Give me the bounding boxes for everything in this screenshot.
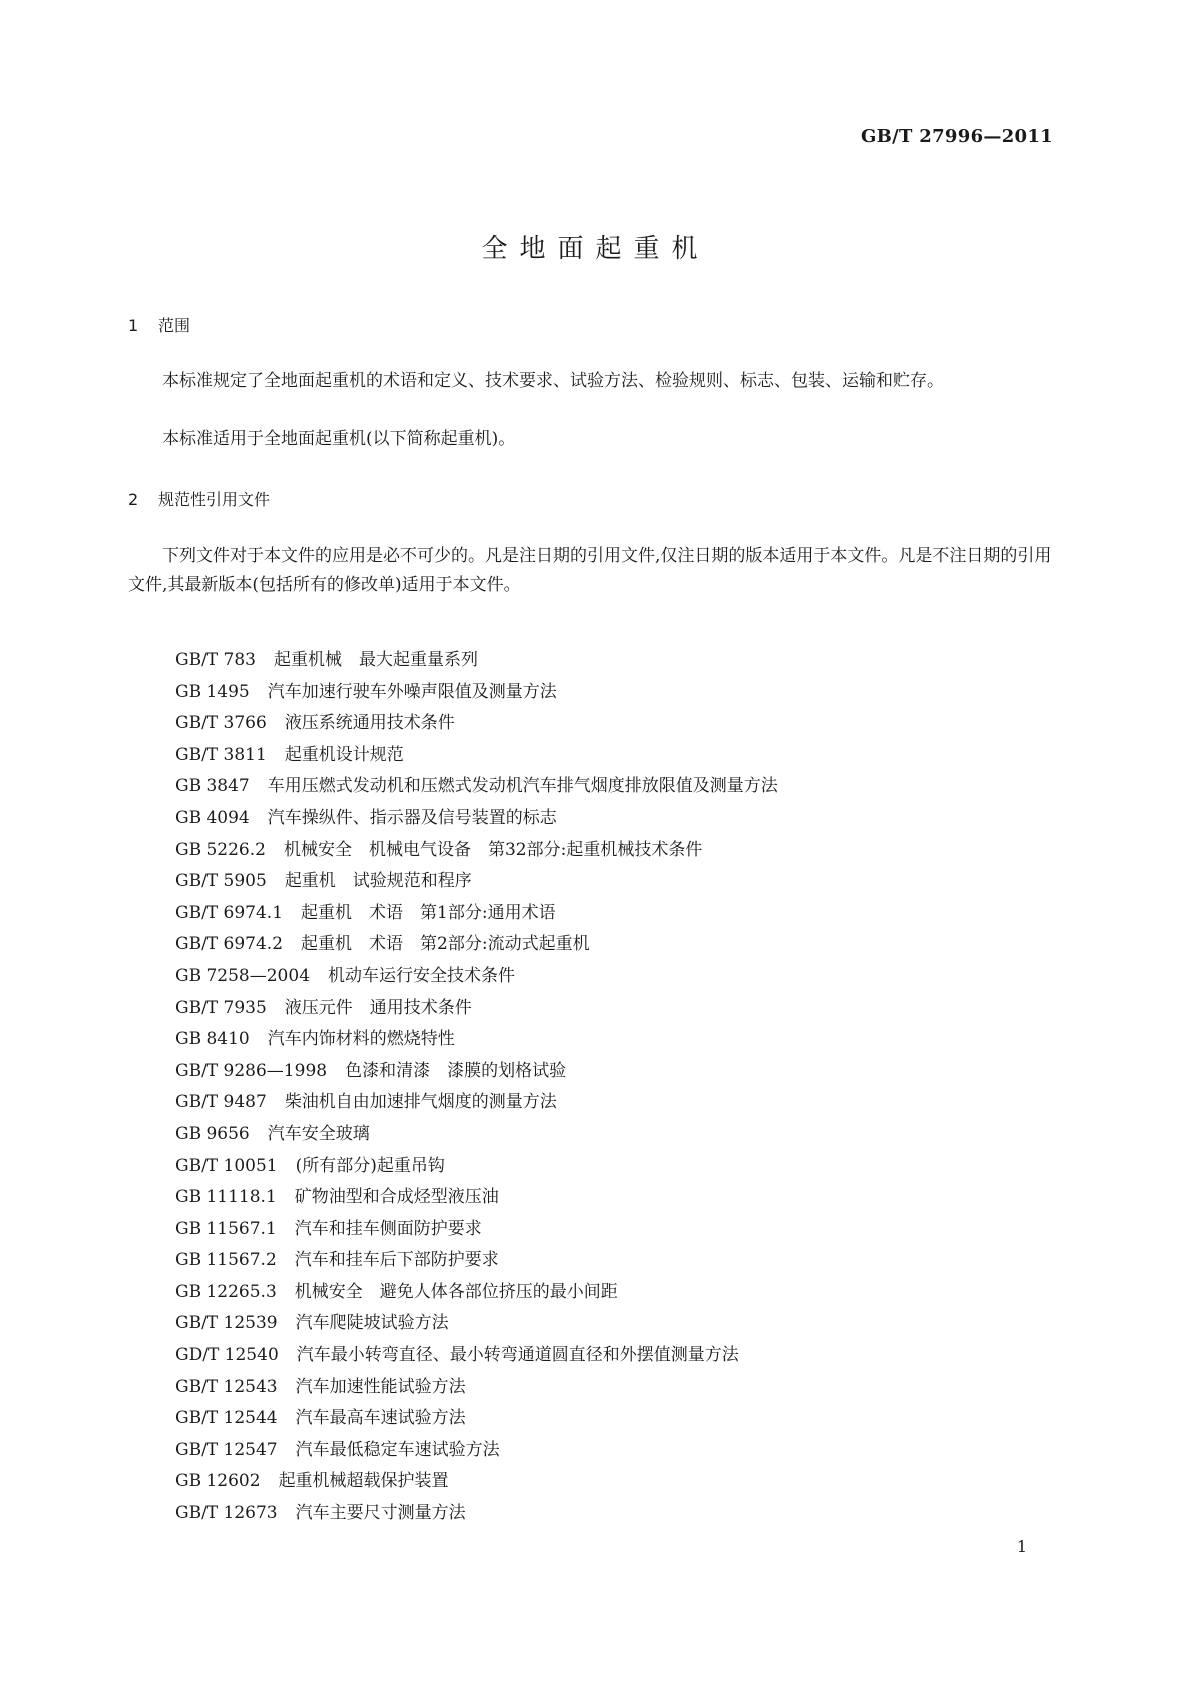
reference-title: 液压系统通用技术条件	[284, 713, 455, 734]
reference-title: 汽车和挂车后下部防护要求	[294, 1250, 499, 1271]
reference-title: 车用压燃式发动机和压燃式发动机汽车排气烟度排放限值及测量方法	[267, 776, 778, 797]
section-1-paragraph-2: 本标准适用于全地面起重机(以下简称起重机)。	[162, 429, 516, 449]
reference-title: 起重机 试验规范和程序	[284, 871, 472, 892]
reference-title: 起重机 术语 第2部分:流动式起重机	[301, 934, 590, 955]
reference-item	[175, 677, 778, 709]
reference-item	[175, 645, 778, 677]
reference-title: 起重机 术语 第1部分:通用术语	[301, 902, 556, 923]
reference-title: 矿物油型和合成烃型液压油	[294, 1187, 499, 1208]
section-2-title: 规范性引用文件	[158, 490, 271, 509]
reference-title: 起重机械超载保护装置	[278, 1471, 449, 1492]
reference-title: 柴油机自由加速排气烟度的测量方法	[284, 1092, 557, 1113]
reference-title: 汽车和挂车侧面防护要求	[294, 1218, 482, 1239]
reference-title: 机动车运行安全技术条件	[328, 965, 516, 986]
reference-item	[175, 1151, 778, 1183]
reference-code: GB 1495	[175, 681, 250, 702]
reference-code: GB/T 9487	[175, 1092, 267, 1113]
reference-title: 汽车安全玻璃	[267, 1123, 370, 1144]
reference-code: GB/T 10051	[175, 1155, 278, 1176]
reference-code: GB 8410	[175, 1029, 250, 1050]
reference-item	[175, 866, 778, 898]
reference-title: 汽车爬陡坡试验方法	[295, 1313, 449, 1334]
reference-item	[175, 740, 778, 772]
reference-item	[175, 708, 778, 740]
reference-title: 液压元件 通用技术条件	[284, 997, 472, 1018]
reference-code: GD/T 12540	[175, 1345, 279, 1366]
section-1-title: 范围	[158, 316, 191, 335]
reference-title: 汽车最低稳定车速试验方法	[295, 1439, 500, 1460]
reference-title: 汽车内饰材料的燃烧特性	[267, 1029, 455, 1050]
reference-code: GB 4094	[175, 807, 250, 828]
section-1-number: 1	[128, 316, 139, 335]
reference-code: GB/T 5905	[175, 871, 267, 892]
reference-title: 汽车加速行驶车外噪声限值及测量方法	[267, 681, 557, 702]
reference-code: GB 12602	[175, 1471, 261, 1492]
reference-item	[175, 1372, 778, 1404]
reference-code: GB 11567.2	[175, 1250, 277, 1271]
reference-item	[175, 1245, 778, 1277]
reference-title: 色漆和清漆 漆膜的划格试验	[345, 1060, 567, 1081]
reference-title: 汽车最小转弯直径、最小转弯通道圆直径和外摆值测量方法	[296, 1345, 739, 1366]
reference-code: GB/T 783	[175, 650, 256, 670]
standard-number: GB/T 27996—2011	[860, 126, 1053, 147]
reference-item	[175, 1498, 778, 1530]
section-2-intro: 下列文件对于本文件的应用是必不可少的。凡是注日期的引用文件,仅注日期的版本适用于本文件。凡是不注日期的引用文件,其最新版本(包括所有的修改单)适用于本文件。	[128, 546, 1052, 595]
reference-code: GB/T 9286—1998	[175, 1060, 328, 1081]
reference-code: GB/T 7935	[175, 997, 267, 1018]
reference-list	[175, 645, 778, 1530]
reference-code: GB/T 6974.1	[175, 902, 284, 923]
reference-code: GB/T 12544	[175, 1408, 278, 1429]
reference-code: GB 7258—2004	[175, 965, 311, 986]
reference-item	[175, 929, 778, 961]
reference-item	[175, 1087, 778, 1119]
reference-item	[175, 1182, 778, 1214]
reference-title: 汽车主要尺寸测量方法	[295, 1503, 466, 1524]
reference-item	[175, 1214, 778, 1246]
reference-item	[175, 835, 778, 867]
reference-code: GB/T 3811	[175, 744, 267, 765]
reference-item	[175, 1024, 778, 1056]
reference-item	[175, 1403, 778, 1435]
section-1-heading	[128, 313, 190, 336]
reference-title: 汽车加速性能试验方法	[295, 1376, 466, 1397]
reference-code: GB 11118.1	[175, 1187, 277, 1208]
reference-code: GB/T 12547	[175, 1439, 278, 1460]
reference-code: GB/T 12543	[175, 1376, 278, 1397]
reference-item	[175, 898, 778, 930]
reference-code: GB/T 3766	[175, 713, 267, 734]
section-2-number: 2	[128, 490, 139, 509]
reference-item	[175, 993, 778, 1025]
reference-item	[175, 803, 778, 835]
reference-title: 汽车操纵件、指示器及信号装置的标志	[267, 807, 557, 828]
reference-item	[175, 1340, 778, 1372]
reference-title: 机械安全 机械电气设备 第32部分:起重机械技术条件	[283, 839, 703, 860]
reference-item	[175, 961, 778, 993]
reference-item	[175, 1435, 778, 1467]
reference-title: 汽车最高车速试验方法	[295, 1408, 466, 1429]
reference-title: 起重机设计规范	[284, 744, 404, 765]
document-title: 全地面起重机	[481, 234, 710, 264]
reference-code: GB/T 6974.2	[175, 934, 284, 955]
reference-code: GB 9656	[175, 1123, 250, 1144]
reference-item	[175, 1056, 778, 1088]
page-number: 1	[1016, 1537, 1027, 1556]
reference-item	[175, 1119, 778, 1151]
reference-title: 机械安全 避免人体各部位挤压的最小间距	[294, 1281, 618, 1302]
reference-code: GB/T 12539	[175, 1313, 278, 1334]
reference-code: GB 12265.3	[175, 1281, 277, 1302]
reference-title: (所有部分)起重吊钩	[295, 1155, 445, 1176]
reference-item	[175, 1466, 778, 1498]
reference-code: GB 3847	[175, 776, 250, 797]
section-2-heading	[128, 487, 270, 510]
reference-code: GB 5226.2	[175, 839, 266, 860]
reference-item	[175, 771, 778, 803]
reference-code: GB 11567.1	[175, 1218, 277, 1239]
reference-item	[175, 1277, 778, 1309]
reference-code: GB/T 12673	[175, 1503, 278, 1524]
section-1-paragraph-1: 本标准规定了全地面起重机的术语和定义、技术要求、试验方法、检验规则、标志、包装、运输和贮存。	[162, 371, 944, 391]
reference-title: 起重机械 最大起重量系列	[274, 650, 478, 670]
reference-item	[175, 1308, 778, 1340]
